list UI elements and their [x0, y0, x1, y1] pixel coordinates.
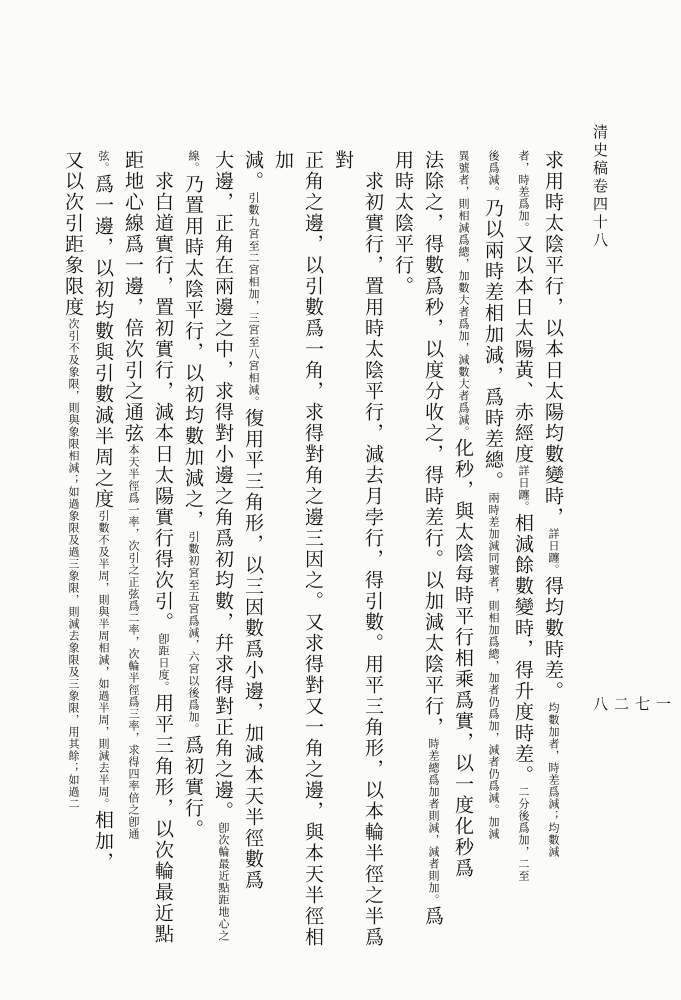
annotation-note: 線。: [187, 150, 200, 174]
main-text: 化秒，與太陰每時平行相乘爲實，以一度化秒爲: [452, 438, 474, 879]
text-column: [88, 150, 118, 965]
main-text: 距地心線爲一邊，倍次引之通弦: [122, 150, 144, 444]
text-column: [388, 150, 418, 965]
annotation-note: 均數加者，時差爲減；均數減: [547, 702, 560, 858]
text-column: [118, 150, 148, 965]
main-text: 用平三角形，以次輪最近點: [152, 693, 174, 945]
text-column: [268, 150, 328, 965]
annotation-note: 引數九宮至二宮相加，三宮至八宮相減。: [247, 192, 260, 408]
text-column: [538, 150, 568, 965]
main-text: 大邊，正角在兩邊之中，求得對小邊之角爲初均數，幷求得對正角之邊。: [212, 150, 234, 822]
annotation-note: 卽距日度。: [157, 633, 170, 693]
text-column: [478, 150, 508, 965]
main-text: 乃以兩時差相加減，爲時差總。: [482, 198, 504, 492]
annotation-note: 卽次輪最近點距地心之: [217, 822, 230, 942]
main-text: 爲: [422, 906, 444, 927]
main-text: 爲一邊，以初均數與引數減半周之度: [92, 174, 114, 510]
text-column: [238, 150, 268, 965]
page-number: 一七二八: [591, 696, 672, 714]
annotation-note: 二分後爲加，二至: [517, 786, 530, 882]
main-text: 復用平三角形，以三因數爲小邊，加減本天半徑數爲: [242, 408, 264, 891]
main-text: 相減餘數變時，得升度時差。: [512, 513, 534, 786]
annotation-note: 兩時差加減同號者，則相加爲總，加者仍爲加，減者仍爲減。加減: [487, 492, 500, 840]
main-text: 求初實行，置用時太陰平行，減去月孛行，得引數。用平三角形，以本輪半徑之半爲對: [332, 150, 384, 948]
annotation-note: 後爲減。: [487, 150, 500, 198]
main-text: 法除之，得數爲秒，以度分收之，得時差行。以加減太陰平行，: [422, 150, 444, 738]
annotation-note: 次引不及象限，則與象限相減；如過象限及過三象限，則減去象限及三象限，用其餘；如過二: [67, 318, 80, 810]
annotation-note: 弦。: [97, 150, 110, 174]
main-text: 減。: [242, 150, 264, 192]
annotation-note: 詳日躔。: [517, 465, 530, 513]
text-column: [148, 150, 178, 965]
text-column: [58, 150, 88, 965]
text-column: [328, 150, 388, 965]
book-title: 清史稿卷四十八: [591, 124, 609, 250]
main-text: 求白道實行，置初實行，減本日太陽實行得次引。: [152, 150, 174, 633]
text-column: [448, 150, 478, 965]
main-text: 相加，: [92, 810, 114, 873]
main-text: 得均數時差。: [542, 576, 564, 702]
main-text: 又以次引距象限度: [62, 150, 84, 318]
text-column: [208, 150, 238, 965]
annotation-note: 本天半徑爲一率，次引之正弦爲二率，次輪半徑爲三率，求得四率倍之卽通: [127, 444, 140, 840]
text-column: [418, 150, 448, 965]
annotation-note: 詳日躔。: [547, 528, 560, 576]
text-column: [178, 150, 208, 965]
main-text: 正角之邊，以引數爲一角，求得對角之邊三因之。又求得對又一角之邊，與本天半徑相加: [272, 150, 324, 948]
annotation-note: 者，時差爲加。: [517, 150, 530, 234]
annotation-note: 引數不及半周，則與半周相減，如過半周，則減去半周。: [97, 510, 110, 810]
annotation-note: 異號者，則相減爲總，加數大者爲加，減數大者爲減。: [457, 150, 470, 438]
annotation-note: 引數初宮至五宮爲減，六宮以後爲加。: [187, 531, 200, 735]
main-text: 又以本日太陽黃、赤經度: [512, 234, 534, 465]
main-text: 用時太陰平行。: [392, 150, 414, 297]
text-column: [508, 150, 538, 965]
annotation-note: 時差總爲加者則減，減者則加。: [427, 738, 440, 906]
text-block: [62, 150, 568, 965]
main-text: 乃置用時太陰平行，以初均數加減之，: [182, 174, 204, 531]
main-text: 求用時太陰平行，以本日太陽均數變時，: [542, 150, 564, 528]
main-text: 爲初實行。: [182, 735, 204, 840]
